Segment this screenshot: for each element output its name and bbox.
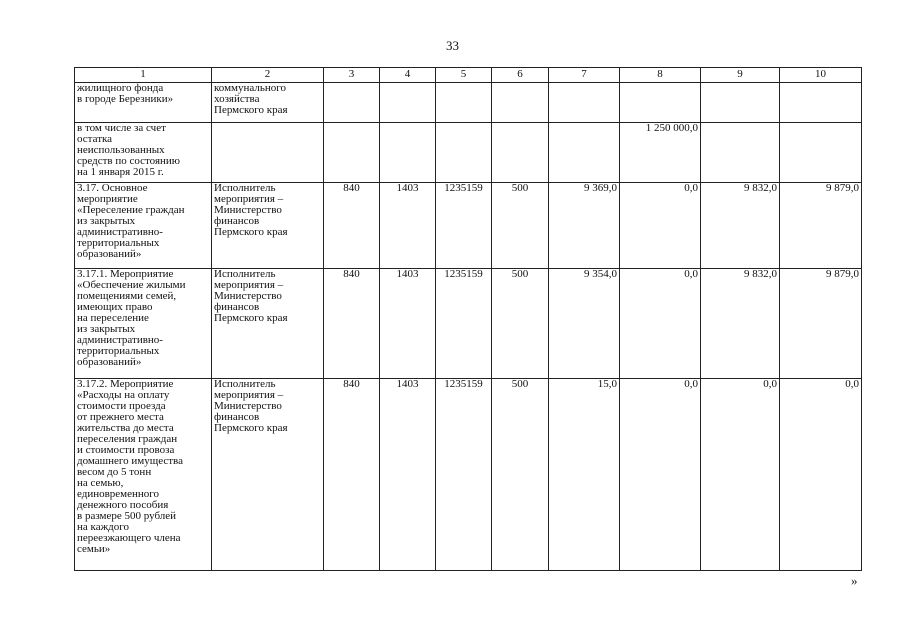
table-cell [780,123,862,183]
table-row [75,269,862,379]
table-cell: 1403 [380,379,436,571]
column-header: 8 [620,68,701,83]
table-cell [492,123,549,183]
row-executor [212,123,324,183]
row-executor: Исполнитель мероприятия – Министерство финансов Пермского края [212,379,324,571]
table-cell [436,123,492,183]
row-title: жилищного фонда в городе Березники» [75,83,212,123]
table-cell [701,123,780,183]
table-cell: 500 [492,379,549,571]
table-cell: 1403 [380,183,436,269]
table-cell [380,123,436,183]
row-executor: Исполнитель мероприятия – Министерство финансов Пермского края [212,269,324,379]
table-cell: 840 [324,379,380,571]
column-number-row [75,68,862,83]
table-cell: 0,0 [620,269,701,379]
table-cell [380,83,436,123]
table-cell: 9 369,0 [549,183,620,269]
budget-table [74,67,862,571]
table-row [75,183,862,269]
page-number: 33 [446,38,459,53]
table-cell: 0,0 [620,379,701,571]
closing-quote-mark: » [851,573,858,588]
column-header: 1 [75,68,212,83]
column-header: 5 [436,68,492,83]
table-cell [324,123,380,183]
table-cell: 500 [492,269,549,379]
table-cell: 1 250 000,0 [620,123,701,183]
table-cell: 9 879,0 [780,269,862,379]
table-row [75,123,862,183]
table-cell: 1235159 [436,379,492,571]
table-cell: 15,0 [549,379,620,571]
column-header: 10 [780,68,862,83]
table-cell: 0,0 [620,183,701,269]
table-cell [701,83,780,123]
row-executor: коммунального хозяйства Пермского края [212,83,324,123]
table-row [75,83,862,123]
table-cell: 9 832,0 [701,183,780,269]
table-cell: 500 [492,183,549,269]
table-cell: 1403 [380,269,436,379]
column-header: 2 [212,68,324,83]
column-header: 9 [701,68,780,83]
row-title: 3.17.2. Мероприятие «Расходы на оплату стоимости проезда от прежнего места жительства до места переселения граждан и стоимости провоза домашнего имущества весом до 5 тонн на семью, единовременного денежного пособия в размере 500 рублей на каждого переезжающего члена семьи» [75,379,212,571]
table-cell [436,83,492,123]
column-header: 4 [380,68,436,83]
table-cell [492,83,549,123]
column-header: 3 [324,68,380,83]
table-cell [620,83,701,123]
table-cell: 840 [324,269,380,379]
table-cell [780,83,862,123]
column-header: 6 [492,68,549,83]
row-title: 3.17.1. Мероприятие «Обеспечение жилыми помещениями семей, имеющих право на переселение из закрытых административно- территориальных образований» [75,269,212,379]
table-cell: 9 354,0 [549,269,620,379]
table-row [75,379,862,571]
table-cell: 1235159 [436,183,492,269]
column-header: 7 [549,68,620,83]
row-executor: Исполнитель мероприятия – Министерство финансов Пермского края [212,183,324,269]
table-cell: 0,0 [701,379,780,571]
table-cell: 1235159 [436,269,492,379]
row-title: 3.17. Основное мероприятие «Переселение граждан из закрытых административно- территориальных образований» [75,183,212,269]
table-cell [549,83,620,123]
row-title: в том числе за счет остатка неиспользованных средств по состоянию на 1 января 2015 г. [75,123,212,183]
table-cell: 0,0 [780,379,862,571]
table-cell: 840 [324,183,380,269]
table-cell [324,83,380,123]
table-cell: 9 832,0 [701,269,780,379]
table-cell: 9 879,0 [780,183,862,269]
table-cell [549,123,620,183]
